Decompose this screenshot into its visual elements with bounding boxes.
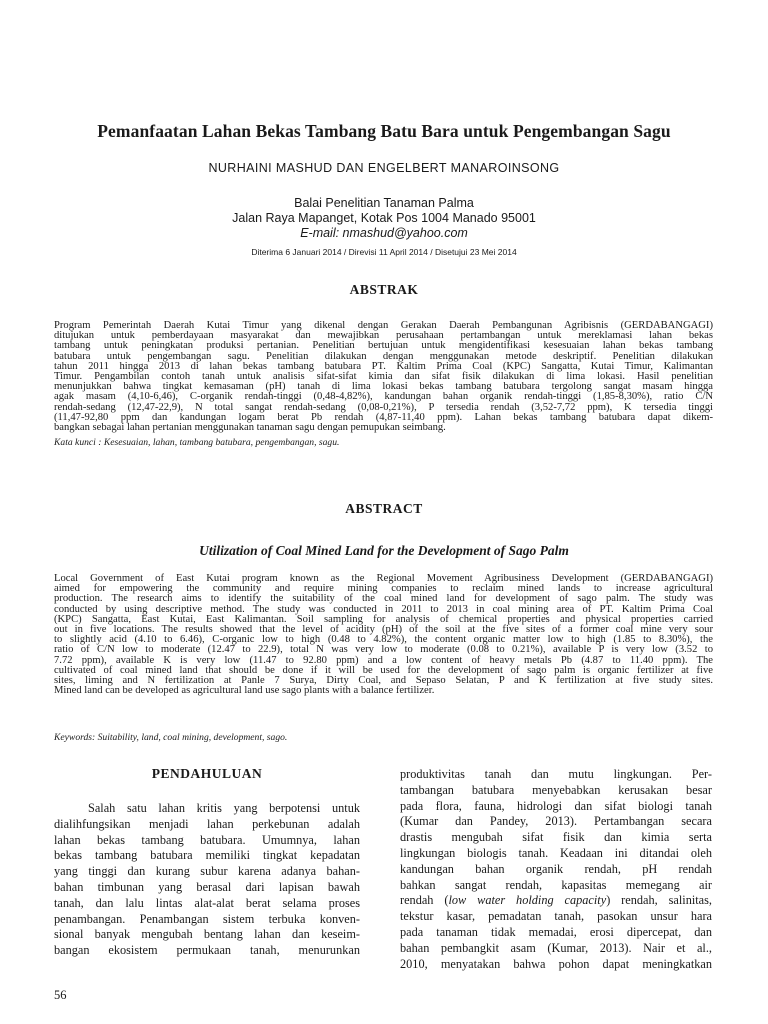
- abstract-line: to slightly acid (4.10 to 6.46), C-organic low to high (0.48 to 4.82%), the content organic matter low to high (1.85 to 8.30%), the: [54, 634, 713, 646]
- body-line: kandungan bahan organik rendah, pH rendah: [400, 861, 712, 876]
- affiliation-address: Jalan Raya Mapanget, Kotak Pos 1004 Manado 95001: [232, 211, 536, 225]
- body-line: bahan pembangkit asam (Kumar, 2013). Nair et al.,: [400, 940, 712, 955]
- abstrak-line: menunjukkan bahwa tingkat kemasaman (pH) tanah di lima lokasi bekas tambang batubara tergolong sangat masam hingga: [54, 381, 713, 393]
- abstract-text: [54, 574, 713, 696]
- body-column-right: [400, 767, 712, 972]
- body-line: Salah satu lahan kritis yang berpotensi untuk: [88, 801, 360, 815]
- body-line: bahan timbunan yang berasal dari lapisan bawah: [54, 879, 360, 894]
- abstrak-line: bangkan sebagai lahan pertanian menggunakan tanaman sagu dengan pemupukan seimbang.: [54, 421, 446, 433]
- abstract-line: sites, liming and N fertilization at Panle 7 Surya, Dirty Coal, and Sepaso Selatan, P and K fertilization at five study sites.: [54, 674, 713, 686]
- abstrak-heading: ABSTRAK: [349, 282, 419, 297]
- abstract-line: out in five locations. The results showed that the level of acidity (pH) of the soil at the five sites of a former coal mine very sour: [54, 623, 713, 635]
- abstrak-line: agak masam (4,10-6,46), C-organik rendah-tinggi (0,48-4,82%), kandungan bahan organik rendah-tinggi (1,85-8,30%), ratio C/N: [54, 391, 713, 403]
- abstract-line: aimed for empowering the community and require mining companies to reclaim mined lands to increase agricultural: [54, 583, 713, 595]
- body-line: bangan ekosistem permukaan tanah, menurunkan: [54, 943, 360, 958]
- page-number: 56: [54, 988, 67, 1002]
- body-line: pada flora, fauna, hidrologi dan sifat biologi tanah: [400, 798, 712, 813]
- abstract-line: (KPC) Sangatta, East Kutai, East Kalimantan. Soil sampling for analysis of chemical properties and physical properties carried: [54, 613, 713, 625]
- abstrak-line: (11,47-92,80 ppm dan kandungan logam berat Pb rendah (4,87-11,40 ppm). Lahan bekas tambang batubara dapat dikem-: [54, 411, 713, 423]
- abstract-line: conducted by using descriptive method. The study was conducted in 2011 to 2013 in coal mining area of PT. Kaltim Prima Coal: [54, 603, 713, 615]
- abstrak-text: [54, 321, 713, 433]
- body-line: sional banyak mengubah bentang lahan dan keseim-: [54, 927, 360, 942]
- author-names: NURHAINI MASHUD DAN ENGELBERT MANAROINSONG: [208, 161, 560, 175]
- abstract-line: Local Government of East Kutai program known as the Regional Movement Agribusiness Development (GERDABANGAGI): [54, 573, 713, 584]
- abstrak-line: Timur. Pengambilan contoh tanah untuk analisis sifat-sifat kimia dan sifat fisik dilakukan di lima lokasi. Hasil penelitian: [54, 370, 713, 382]
- body-line: lingkungan biologis tanah. Keadaan ini ditandai oleh: [400, 845, 712, 860]
- abstract-line: cultivated of coal mined land that should be done if it will be used for the development of sago palm is organic fertilizer at five: [54, 664, 713, 676]
- body-line: produktivitas tanah dan mutu lingkungan. Per-: [400, 767, 712, 781]
- abstrak-line: tahun 2011 hingga 2013 di lahan bekas tambang batubara PT. Kaltim Prima Coal (KPC) Sangatta, Kutai Timur, Kalimantan: [54, 360, 713, 372]
- body-line: dialihfungsikan menjadi lahan perkebunan adalah: [54, 816, 360, 831]
- abstrak-line: batubara untuk pengembangan sagu. Penelitian dilakukan dengan menggunakan metode deskriptif. Penelitian dilakukan: [54, 350, 713, 362]
- body-line: tanah, dan lalu lintas alat-alat berat selama proses: [54, 895, 360, 910]
- submission-dates: Diterima 6 Januari 2014 / Direvisi 11 April 2014 / Disetujui 23 Mei 2014: [251, 247, 517, 257]
- abstrak-line: tambang untuk peningkatan produksi pertanian. Penelitian bertujuan untuk mengidentifikasi kesesuaian lahan bekas tambang: [54, 340, 713, 352]
- abstrak-keywords: Kata kunci : Kesesuaian, lahan, tambang batubara, pengembangan, sagu.: [54, 437, 340, 448]
- italic-term: low water holding capacity: [448, 893, 607, 908]
- body-line: penambangan. Penambangan sistem terbuka konven-: [54, 911, 360, 926]
- body-line: drastis mengubah sifat fisik dan kimia serta: [400, 830, 712, 845]
- abstract-keywords: Keywords: Suitability, land, coal mining, development, sago.: [54, 732, 288, 743]
- body-line: yang tinggi dan kurang subur karena adanya bahan-: [54, 864, 360, 879]
- body-line: bekas tambang batubara memiliki tingkat kepadatan: [54, 848, 360, 863]
- body-text-segment: ) rendah, salinitas,: [606, 893, 712, 908]
- abstrak-line: rendah-sedang (12,47-22,9), N total sangat rendah-sedang (0,08-0,21%), P tersedia rendah (3,52-7,72 ppm), K tersedia tinggi: [54, 401, 713, 413]
- abstract-line: Mined land can be developed as agricultural land use sago plants with a balance fertilizer.: [54, 685, 435, 697]
- body-text-segment: rendah (: [400, 893, 449, 908]
- abstract-line: 7.72 ppm), available K is very low (11.47 to 92.80 ppm) and a low content of heavy metals Pb (4.87 to 11.40 ppm). The: [54, 654, 713, 666]
- author-email: E-mail: nmashud@yahoo.com: [300, 226, 468, 240]
- body-line-with-italic: [400, 893, 712, 909]
- body-line: (Kumar dan Pandey, 2013). Pertambangan secara: [400, 814, 712, 829]
- body-line: lahan bekas tambang batubara. Umumnya, lahan: [54, 832, 360, 847]
- body-line: bahkan sangat rendah, kapasitas memegang air: [400, 877, 712, 892]
- abstract-subtitle: Utilization of Coal Mined Land for the Development of Sago Palm: [199, 543, 569, 558]
- body-line: tambangan batubara menyebabkan kerusakan besar: [400, 782, 712, 797]
- body-line: pada tanaman tidak memadai, erosi dipercepat, dan: [400, 924, 712, 939]
- abstrak-line: ditujukan untuk pemberdayaan masyarakat dan mewajibkan perusahaan pertambangan untuk mereklamasi lahan bekas: [54, 330, 713, 342]
- abstract-heading: ABSTRACT: [345, 501, 423, 516]
- paper-title: Pemanfaatan Lahan Bekas Tambang Batu Bara untuk Pengembangan Sagu: [97, 121, 671, 141]
- abstrak-line: Program Pemerintah Daerah Kutai Timur yang dikenal dengan Gerakan Daerah Pembangunan Agribisnis (GERDABANGAGI): [54, 320, 713, 331]
- abstract-line: ratio of C/N low to moderate (12.47 to 22.9), total N was very low to moderate (0.08 to 0.21%), available P is very low (3.52 to: [54, 644, 713, 656]
- abstract-line: production. The research aims to identify the suitability of the coal mined land for development of sago palm. The study was: [54, 593, 713, 605]
- body-line: 2010, menyatakan bahwa pohon dapat meningkatkan: [400, 956, 712, 971]
- section-heading-pendahuluan: PENDAHULUAN: [151, 766, 263, 781]
- body-line: tekstur kasar, pemadatan tanah, pasokan unsur hara: [400, 909, 712, 924]
- body-column-left: [54, 801, 360, 959]
- affiliation-institute: Balai Penelitian Tanaman Palma: [294, 196, 474, 210]
